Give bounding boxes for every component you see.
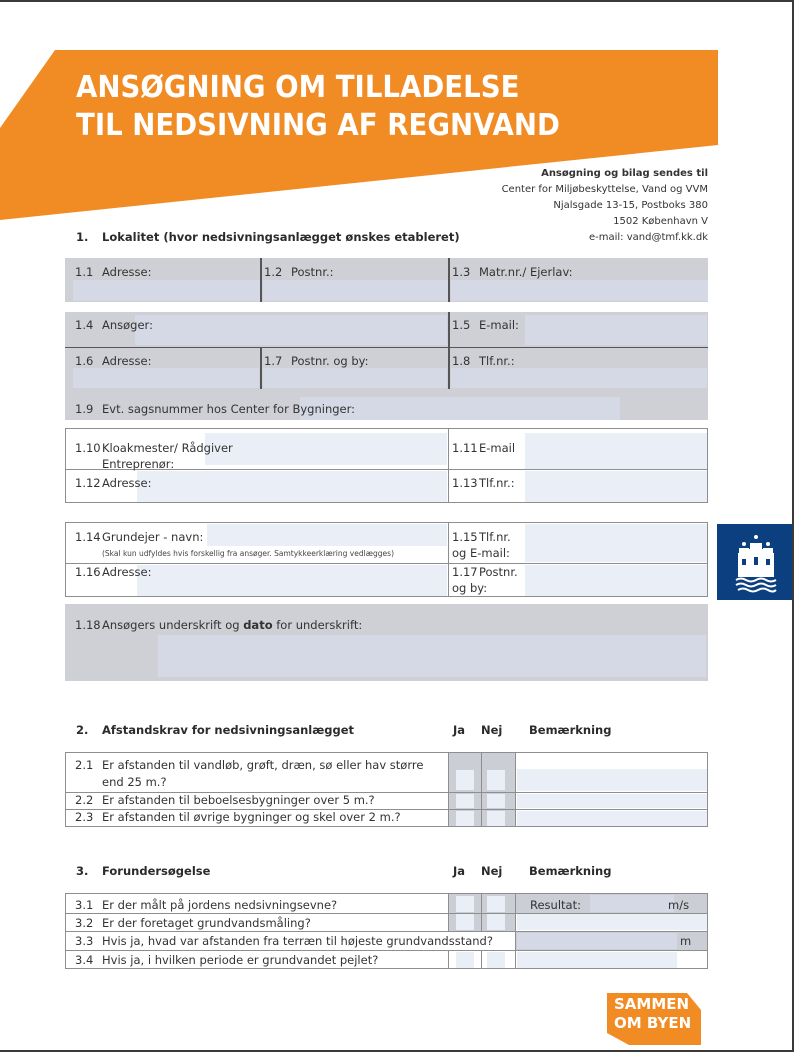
remark-2-1-input[interactable] — [517, 769, 707, 791]
address-input[interactable] — [73, 280, 261, 301]
question-2-2: 2.2 Er afstanden til beboelsesbygninger over 5 m.? — [75, 793, 375, 807]
applicant-address-input[interactable] — [73, 368, 259, 388]
field-label-1-18: 1.18Ansøgers underskrift og dato for underskrift: — [75, 618, 363, 632]
landowner-note: (Skal kun udfyldes hvis forskellig fra ansøger. Samtykkeerklæring vedlægges) — [102, 549, 394, 558]
field-label-1-16: 1.16Adresse: — [75, 565, 152, 579]
result-unit: m/s — [668, 898, 690, 912]
logo-text: SAMMEN OM BYEN — [614, 995, 692, 1032]
col-remark-header: Bemærkning — [529, 723, 612, 737]
checkbox-2-2-yes[interactable] — [456, 794, 474, 808]
field-label-1-17: 1.17Postnr. — [452, 565, 518, 579]
landowner-contact-input[interactable] — [525, 524, 707, 562]
divider — [260, 258, 262, 302]
title-line-2: TIL NEDSIVNING AF REGNVAND — [76, 108, 560, 143]
section-1-title: 1. Lokalitet (hvor nedsivningsanlægget ønskes etableret) — [76, 230, 460, 244]
checkbox-2-3-no[interactable] — [487, 811, 505, 826]
question-3-2: 3.2 Er der foretaget grundvandsmåling? — [75, 916, 311, 930]
field-label-1-15: 1.15Tlf.nr. — [452, 530, 511, 544]
col-yes-header: Ja — [453, 723, 466, 737]
question-2-1: 2.1 Er afstanden til vandløb, grøft, dræn, sø eller hav større — [75, 758, 424, 772]
checkbox-2-1-no[interactable] — [487, 770, 505, 790]
signature-input[interactable] — [158, 635, 706, 677]
divider — [448, 950, 449, 969]
divider — [448, 312, 450, 389]
field-label-1-5: 1.5 E-mail: — [452, 318, 519, 332]
section-2-title: 2. Afstandskrav for nedsivningsanlægget — [76, 723, 355, 737]
checkbox-2-1-yes[interactable] — [456, 770, 474, 790]
col-yes-header: Ja — [453, 864, 466, 878]
field-label-1-9: 1.9 Evt. sagsnummer hos Center for Bygninger: — [75, 402, 356, 416]
divider — [65, 563, 708, 564]
contractor-address-input[interactable] — [137, 471, 447, 502]
document-title — [76, 69, 560, 145]
remark-3-4-input[interactable] — [517, 952, 677, 968]
title-line-1: ANSØGNING OM TILLADELSE — [76, 70, 520, 105]
checkbox-2-3-yes[interactable] — [456, 811, 474, 826]
applicant-postal-input[interactable] — [263, 368, 447, 388]
postal-code-input[interactable] — [263, 280, 449, 301]
depth-input[interactable] — [517, 933, 677, 949]
divider — [481, 893, 482, 931]
divider — [448, 522, 449, 597]
result-label: Resultat: — [530, 898, 581, 912]
field-label-1-2: 1.2 Postnr.: — [264, 265, 334, 279]
remark-2-3-input[interactable] — [517, 811, 707, 826]
applicant-phone-input[interactable] — [451, 368, 707, 388]
question-3-3: 3.3 Hvis ja, hvad var afstanden fra terræn til højeste grundvandsstand? — [75, 934, 493, 948]
landowner-address-input[interactable] — [137, 565, 447, 596]
col-remark-header: Bemærkning — [529, 864, 612, 878]
applicant-email-input[interactable] — [525, 315, 707, 345]
field-label-1-10: 1.10Kloakmester/ Rådgiver — [75, 441, 233, 455]
question-3-1: 3.1 Er der målt på jordens nedsivningsevne? — [75, 898, 338, 912]
applicant-input[interactable] — [135, 315, 447, 345]
send-to-line: Njalsgade 13-15, Postboks 380 — [553, 200, 708, 211]
send-to-address — [502, 166, 708, 246]
landowner-postal-input[interactable] — [525, 565, 707, 596]
divider — [260, 348, 262, 389]
send-to-line: Center for Miljøbeskyttelse, Vand og VVM — [501, 184, 708, 195]
remark-3-2-input[interactable] — [517, 914, 707, 930]
field-label-1-7: 1.7 Postnr. og by: — [264, 354, 369, 368]
field-label-1-1: 1.1 Adresse: — [75, 265, 152, 279]
checkbox-3-2-yes[interactable] — [456, 914, 474, 930]
checkbox-3-4-yes[interactable] — [456, 952, 474, 968]
result-input[interactable] — [590, 895, 674, 912]
field-label-1-4: 1.4 Ansøger: — [75, 318, 153, 332]
contractor-phone-input[interactable] — [525, 471, 707, 502]
checkbox-3-4-no[interactable] — [487, 952, 505, 968]
landowner-name-input[interactable] — [207, 524, 447, 546]
divider — [481, 753, 482, 826]
checkbox-2-2-no[interactable] — [487, 794, 505, 808]
section-3-title: 3. Forundersøgelse — [76, 864, 211, 878]
field-label-1-17-line2: og by: — [452, 581, 488, 595]
checkbox-3-1-yes[interactable] — [456, 896, 474, 912]
divider — [515, 752, 516, 827]
field-label-1-12: 1.12Adresse: — [75, 476, 152, 490]
field-label-1-10-line2: Entreprenør: — [102, 457, 175, 471]
divider — [65, 931, 708, 932]
remark-2-2-input[interactable] — [517, 794, 707, 808]
field-label-1-11: 1.11E-mail — [452, 441, 516, 455]
divider — [448, 752, 449, 827]
field-label-1-15-line2: og E-mail: — [452, 546, 510, 560]
field-label-1-13: 1.13Tlf.nr.: — [452, 476, 515, 490]
divider — [448, 258, 450, 302]
send-to-line: 1502 København V — [613, 216, 708, 227]
col-no-header: Nej — [481, 723, 503, 737]
question-2-1-line2: end 25 m.? — [102, 775, 167, 789]
divider — [65, 347, 708, 348]
divider — [448, 428, 449, 503]
divider — [65, 950, 708, 951]
cadastral-input[interactable] — [451, 280, 708, 301]
col-no-header: Nej — [481, 864, 503, 878]
divider — [481, 950, 482, 969]
question-3-4: 3.4 Hvis ja, i hvilken periode er grundvandet pejlet? — [75, 953, 379, 967]
depth-unit: m — [680, 934, 692, 948]
checkbox-3-2-no[interactable] — [487, 914, 505, 930]
checkbox-3-1-no[interactable] — [487, 896, 505, 912]
contractor-email-input[interactable] — [525, 433, 707, 469]
divider — [448, 893, 449, 931]
field-label-1-8: 1.8 Tlf.nr.: — [452, 354, 515, 368]
send-to-email: e-mail: vand@tmf.kk.dk — [589, 232, 708, 243]
question-2-3: 2.3 Er afstanden til øvrige bygninger og skel over 2 m.? — [75, 810, 401, 824]
field-label-1-14: 1.14Grundejer - navn: — [75, 530, 204, 544]
copenhagen-crest-icon — [717, 524, 794, 600]
field-label-1-6: 1.6 Adresse: — [75, 354, 152, 368]
send-to-heading: Ansøgning og bilag sendes til — [541, 168, 708, 179]
field-label-1-3: 1.3 Matr.nr./ Ejerlav: — [452, 265, 573, 279]
contractor-input[interactable] — [205, 433, 447, 465]
